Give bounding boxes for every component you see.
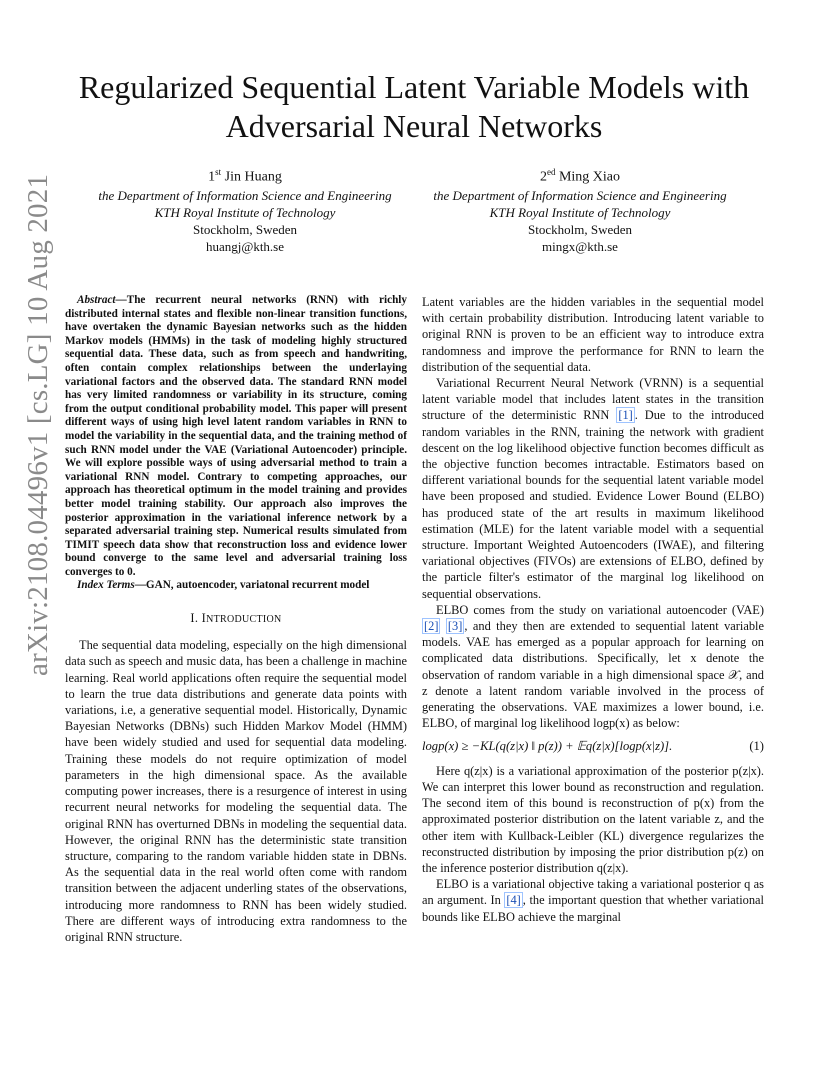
body-paragraph: ELBO comes from the study on variational autoencoder (VAE) [2] [3] , and they then are extended to sequential latent variable models. VAE has emerged as a popular approach for learning on complicated data distributions. Specifically, let x denote the observation of random variable in a high dimensional space 𝒳, and z denote a latent random variable involved in the process of generating the observations. VAE maximizes a lower bound, i.e. ELBO, of marginal log likelihood logp(x) as below: xyxy=(422,602,764,731)
body-paragraph: Latent variables are the hidden variables in the sequential model with certain probability distribution. Introducing latent variable to original RNN is proven to be an efficient way to introduce extra randomness and improve the performance for RNN to learn the distribution of the sequential data. xyxy=(422,295,764,374)
author-department: the Department of Information Science and Engineering xyxy=(98,187,392,203)
author-institute: KTH Royal Institute of Technology xyxy=(489,204,671,220)
citation-link[interactable]: [1] xyxy=(618,408,633,423)
equation-body: logp(x) ≥ −KL(q(z|x) ‖ p(z)) + 𝔼q(z|x)[logp(x|z)]. xyxy=(422,739,673,754)
author-name: $2^{ed}$ Ming Xiao xyxy=(539,167,621,185)
index-terms: Index Terms—GAN, autoencoder, variatonal recurrent model xyxy=(77,579,370,592)
author-block-2 xyxy=(420,164,740,255)
body-paragraph: Here q(z|x) is a variational approximation of the posterior p(z|x). We can interpret this lower bound as reconstruction and regulation. The second item of this bound is reconstruction of p(x) from the approximated posterior distribution on the latent variable z, and the other item with Kullback-Leibler (KL) divergence regularizes the reconstructed distribution by imposing the prior distribution p(z) on the inference posterior distribution q(z|x). xyxy=(422,763,764,875)
equation-number: (1) xyxy=(749,739,764,754)
body-paragraph: Variational Recurrent Neural Network (VRNN) is a sequential latent variable model that includes latent states in the transition structure of the deterministic RNN [1] . Due to the introduced random variables in the RNN, training the network with gradient descent on the log likelihood objective function becomes difficult as the objective function becomes intractable. Estimators based on different variational bounds for the sequential latent variable model have been proposed and studied. Evidence Lower Bound (ELBO) has produced state of the art results in maximum likelihood estimation (MLE) for the latent variable model with a sequential structure. Important Weighted Autoencoders (IWAE), and filtering variational objectives (FIVOs) are extensions of ELBO, defined by the particle filter's estimator of the marginal log likelihood on sequential observations. xyxy=(422,376,764,601)
left-column xyxy=(65,294,407,945)
right-column xyxy=(422,294,764,925)
author-location: Stockholm, Sweden xyxy=(193,221,297,237)
citation-link[interactable]: [3] xyxy=(447,619,463,634)
body-paragraph: ELBO is a variational objective taking a variational posterior q as an argument. In [4] , the important question that whether variational bounds like ELBO achieve the marginal xyxy=(422,877,764,924)
citation-link[interactable]: [2] xyxy=(424,619,439,634)
author-location: Stockholm, Sweden xyxy=(528,221,632,237)
abstract: Abstract—The recurrent neural networks (RNN) with richly distributed internal states and flexible non-linear transition functions, have overtaken the dynamic Bayesian networks such as the hidden Markov models (HMMs) in the task of modeling highly structured sequential data. These data, such as from speech and handwriting, often contain complex relationships between the underlaying variational factors and the observed data. The standard RNN model has very limited randomness or variability in its structure, coming from the output conditional probability model. This paper will present different ways of using high level latent random variables in RNN to model the variability in the sequential data, and the training method of such RNN model under the VAE (Variational Autoencoder) principle. We will explore possible ways of using adversarial method to train a variational RNN model. Contrary to competing approaches, our approach has theoretical optimum in the model training and provides better model training stability. Our approach also improves the posterior approximation in the variational inference network by a separated adversarial training step. Numerical results simulated from TIMIT speech data show that reconstruction loss and evidence lower bound converge to the same level and adversarial training loss converges to 0. xyxy=(65,294,407,578)
author-block-1 xyxy=(85,164,405,255)
author-name: 1st Jin Huang xyxy=(208,167,282,185)
equation-elbo xyxy=(422,738,764,754)
author-email[interactable]: mingx@kth.se xyxy=(542,238,618,254)
intro-paragraph: The sequential data modeling, especially on the high dimensional data such as speech and music data, has been a challenge in machine learning. Real world applications often require the sequential model to learn the true data distributions and generate data points with variations, i.e, a generative sequential model. Historically, Dynamic Bayesian Networks (DBNs) such Hidden Markov Model (HMM) have been widely studied and used for sequential data modeling. Training these models do not require optimization of model parameters in the high dimensional space. As the available computing power increases, there is a resurgence of interest in using recurrent neural networks for modeling the sequential data. The original RNN has overturned DBNs in modeling the sequential data. However, the original RNN has the deterministic state transition structure, comparing to the random variable hidden state in DBNs. As the sequential data in the real world often come with random transition between the adjacent underling states of the observations, introducing more randomness to RNN has been widely studied. There are different ways of introducing extra randomness to the original RNN structure. xyxy=(65,638,407,944)
arxiv-identifier[interactable]: arXiv:2108.04496v1 [cs.LG] 10 Aug 2021 xyxy=(22,173,54,676)
section-heading-introduction: I. INTRODUCTION xyxy=(190,611,282,626)
author-email[interactable]: huangj@kth.se xyxy=(205,238,285,254)
citation-link[interactable]: [4] xyxy=(506,893,521,908)
author-department: the Department of Information Science and Engineering xyxy=(433,187,727,203)
paper-title: Regularized Sequential Latent Variable Models with Adversarial Neural Networks xyxy=(78,69,750,144)
author-institute: KTH Royal Institute of Technology xyxy=(154,204,336,220)
